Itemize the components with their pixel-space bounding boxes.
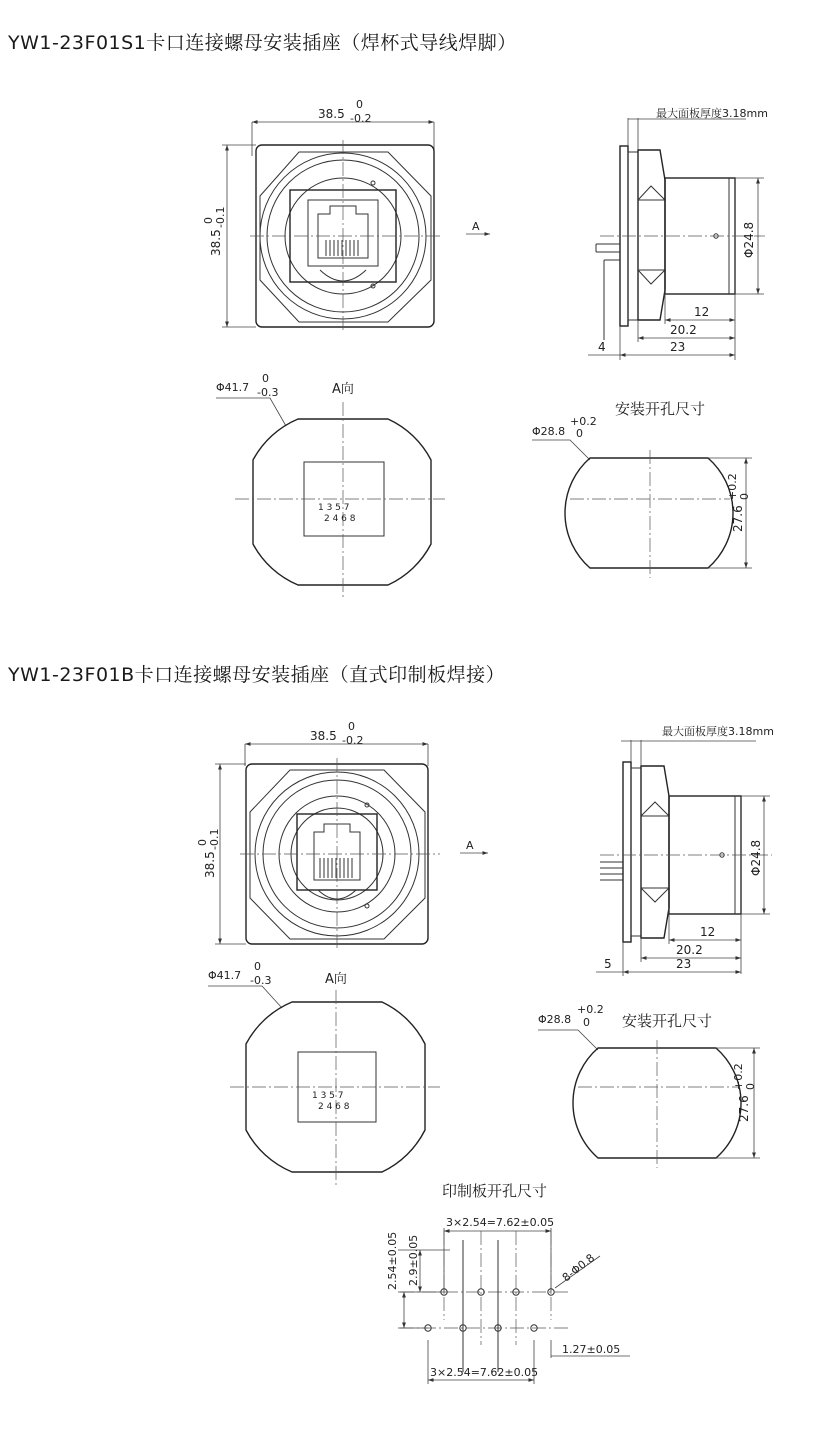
s1-front-view: [202, 98, 490, 332]
s2-d20: 20.2: [676, 943, 703, 957]
s1-side-view: [588, 106, 768, 360]
section2-title: YW1-23F01B卡口连接螺母安装插座（直式印制板焊接）: [8, 664, 506, 686]
s2-height-tol-bot: -0.1: [208, 828, 221, 850]
s2-d5: 5: [604, 957, 612, 971]
s1-va-dia: Φ41.7: [216, 381, 250, 394]
s2-width-tol-bot: -0.2: [342, 734, 364, 747]
s1-cutout-flat-tol-top: +0.2: [726, 473, 739, 500]
s1-va-pins-bot: 2 4 6 8: [324, 514, 356, 524]
s1-dia-label: Φ24.8: [742, 221, 756, 258]
pcb-holes: 8-Φ0.8: [559, 1251, 598, 1285]
s2-cutout-dia: Φ28.8: [538, 1013, 572, 1026]
s1-cutout-title: 安装开孔尺寸: [615, 400, 706, 418]
s1-panel-label: 最大面板厚度3.18mm: [656, 107, 768, 120]
s1-d23: 23: [670, 340, 686, 354]
s1-d12: 12: [694, 305, 710, 319]
s2-cutout-tol-top: +0.2: [577, 1003, 604, 1016]
s1-arrow-a: A: [472, 220, 480, 233]
s2-height-tol-top: 0: [196, 839, 209, 846]
s1-view-a: [216, 372, 445, 600]
pcb-v2: 2.9±0.05: [407, 1234, 420, 1286]
s1-d20: 20.2: [670, 323, 697, 337]
s2-cutout-flat-tol-bot: 0: [744, 1083, 757, 1090]
pcb-bot-pitch: 3×2.54=7.62±0.05: [430, 1366, 539, 1379]
s2-va-pins-top: 1 3 5 7: [312, 1091, 344, 1101]
pcb-offset: 1.27±0.05: [562, 1343, 621, 1356]
s2-cutout-tol-bot: 0: [583, 1016, 590, 1029]
s1-d4: 4: [598, 340, 606, 354]
s1-cutout: [532, 400, 752, 578]
pcb-top-pitch: 3×2.54=7.62±0.05: [446, 1216, 555, 1229]
s1-width-tol-bot: -0.2: [350, 112, 372, 125]
s1-height-tol-top: 0: [202, 217, 215, 224]
s2-va-label: A向: [325, 972, 347, 987]
s2-width-label: 38.5: [310, 729, 337, 743]
s2-contacts: [320, 858, 352, 878]
pcb-v1: 2.54±0.05: [386, 1231, 399, 1290]
s2-pcb-pattern: [386, 1182, 630, 1384]
section1-title: YW1-23F01S1卡口连接螺母安装插座（焊杯式导线焊脚）: [8, 32, 517, 54]
s2-view-a: [208, 960, 440, 1186]
s1-va-tol-bot: -0.3: [257, 386, 279, 399]
s2-cutout-flat: 27.6: [737, 1095, 751, 1122]
s2-d23: 23: [676, 957, 692, 971]
s1-width-label: 38.5: [318, 107, 345, 121]
s2-height-label: 38.5: [203, 851, 217, 878]
s1-cutout-flat-tol-bot: 0: [738, 493, 751, 500]
s2-d12: 12: [700, 925, 716, 939]
s2-dia-label: Φ24.8: [749, 839, 763, 876]
s1-va-pins-top: 1 3 5 7: [318, 503, 350, 513]
s2-va-tol-top: 0: [254, 960, 261, 973]
s1-cutout-dia: Φ28.8: [532, 425, 566, 438]
s1-cutout-tol-bot: 0: [576, 427, 583, 440]
s1-height-label: 38.5: [209, 229, 223, 256]
s1-height-tol-bot: -0.1: [214, 206, 227, 228]
s1-va-label: A向: [332, 382, 354, 397]
s2-side-view: [596, 724, 774, 976]
s2-va-dia: Φ41.7: [208, 969, 242, 982]
s1-va-tol-top: 0: [262, 372, 269, 385]
s2-front-view: [196, 720, 488, 950]
s2-arrow-a: A: [466, 839, 474, 852]
s1-contacts: [326, 240, 358, 256]
s2-va-pins-bot: 2 4 6 8: [318, 1102, 350, 1112]
s2-panel-label: 最大面板厚度3.18mm: [662, 725, 774, 738]
s1-width-tol-top: 0: [356, 98, 363, 111]
s2-cutout-title: 安装开孔尺寸: [622, 1012, 713, 1030]
s1-cutout-tol-top: +0.2: [570, 415, 597, 428]
s2-cutout-flat-tol-top: +0.2: [732, 1063, 745, 1090]
s2-cutout: [538, 1003, 760, 1168]
s2-width-tol-top: 0: [348, 720, 355, 733]
s2-va-tol-bot: -0.3: [250, 974, 272, 987]
s1-cutout-flat: 27.6: [731, 505, 745, 532]
pcb-title: 印制板开孔尺寸: [442, 1182, 548, 1200]
